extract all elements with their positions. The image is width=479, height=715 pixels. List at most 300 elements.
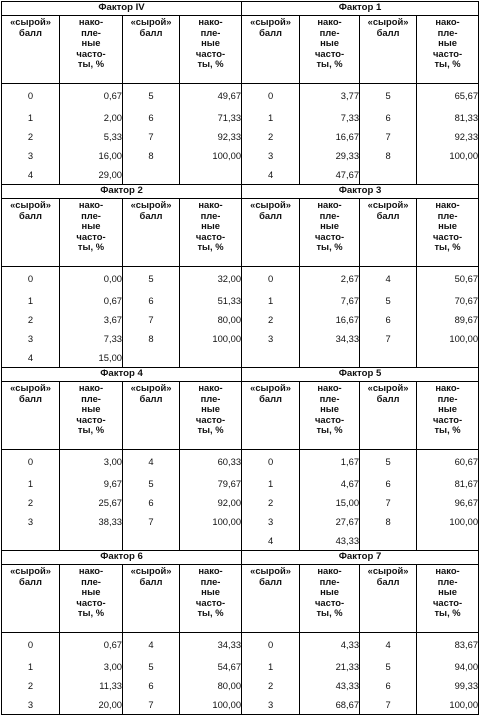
factor-title-row xyxy=(2,368,479,382)
cumulative-percent-cell: 20,00 xyxy=(60,695,123,715)
cumulative-percent-header-line: ные xyxy=(320,37,339,49)
cumulative-percent-header-line: ные xyxy=(81,586,101,598)
cumulative-percent-header-line: пле- xyxy=(319,392,340,404)
raw-score-cell: 5 xyxy=(360,657,417,676)
cumulative-percent-header-line: пле- xyxy=(437,575,458,587)
raw-score-cell: 0 xyxy=(2,84,60,109)
raw-score-cell: 5 xyxy=(360,291,417,310)
cumulative-percent-cell: 100,00 xyxy=(180,695,242,715)
cumulative-percent-cell: 92,33 xyxy=(180,127,242,146)
raw-score-cell: 5 xyxy=(360,84,417,109)
cumulative-percent-cell: 3,77 xyxy=(300,84,360,109)
factor-title: Фактор 7 xyxy=(242,551,479,565)
raw-score-cell: 5 xyxy=(123,657,180,676)
cumulative-percent-cell: 100,00 xyxy=(417,146,479,165)
cumulative-percent-header-line: ные xyxy=(81,220,101,232)
cumulative-percent-cell: 100,00 xyxy=(180,329,242,348)
cumulative-percent-header-line: ты, % xyxy=(316,58,343,70)
table-row xyxy=(2,267,479,292)
cumulative-percent-header-line: ты, % xyxy=(77,241,105,253)
cumulative-percent-header-line: нако- xyxy=(317,16,342,27)
raw-score-header xyxy=(2,199,60,267)
raw-score-cell xyxy=(123,165,180,185)
raw-score-header xyxy=(242,382,300,450)
raw-score-cell: 2 xyxy=(242,493,300,512)
cumulative-percent-header-line: пле- xyxy=(200,575,221,587)
cumulative-percent-cell: 100,00 xyxy=(417,695,479,715)
cumulative-percent-header-line: ты, % xyxy=(434,607,461,619)
cumulative-percent-cell: 47,67 xyxy=(300,165,360,185)
cumulative-percent-cell: 34,33 xyxy=(180,633,242,658)
cumulative-percent-header xyxy=(300,16,360,84)
cumulative-percent-cell: 81,67 xyxy=(417,474,479,493)
cumulative-percent-header xyxy=(180,199,242,267)
raw-score-header-label: «сырой» балл xyxy=(250,565,291,587)
factor-title-row xyxy=(2,2,479,16)
cumulative-percent-cell: 16,67 xyxy=(300,127,360,146)
raw-score-header-label: «сырой» балл xyxy=(10,382,51,404)
cumulative-percent-header-line: ты, % xyxy=(197,424,224,436)
cumulative-percent-cell: 9,67 xyxy=(60,474,123,493)
raw-score-cell: 8 xyxy=(123,329,180,348)
table-row xyxy=(2,84,479,109)
raw-score-header xyxy=(2,16,60,84)
raw-score-cell: 7 xyxy=(360,329,417,348)
cumulative-percent-header-line: ты, % xyxy=(77,607,105,619)
cumulative-percent-header-line: часто- xyxy=(432,413,463,425)
cumulative-percent-header xyxy=(417,199,479,267)
raw-score-header-label: «сырой» балл xyxy=(367,382,409,404)
cumulative-percent-header-line: пле- xyxy=(81,392,101,404)
raw-score-cell: 3 xyxy=(242,512,300,531)
cumulative-percent-header-line: ные xyxy=(320,403,339,415)
cumulative-percent-header-line: пле- xyxy=(319,575,340,587)
cumulative-percent-header xyxy=(180,565,242,633)
raw-score-cell: 6 xyxy=(123,291,180,310)
cumulative-percent-cell: 68,67 xyxy=(300,695,360,715)
cumulative-percent-cell: 1,67 xyxy=(300,450,360,475)
cumulative-percent-cell: 15,00 xyxy=(300,493,360,512)
cumulative-percent-cell: 54,67 xyxy=(180,657,242,676)
raw-score-cell: 7 xyxy=(360,127,417,146)
raw-score-header xyxy=(2,565,60,633)
table-row xyxy=(2,108,479,127)
cumulative-percent-cell: 0,67 xyxy=(60,84,123,109)
raw-score-header-label: «сырой» балл xyxy=(367,16,409,38)
cumulative-percent-cell: 43,33 xyxy=(300,676,360,695)
cumulative-percent-header-line: часто- xyxy=(314,230,345,242)
raw-score-cell: 3 xyxy=(242,146,300,165)
table-row xyxy=(2,657,479,676)
raw-score-cell: 1 xyxy=(242,657,300,676)
cumulative-percent-cell: 71,33 xyxy=(180,108,242,127)
raw-score-cell: 0 xyxy=(2,267,60,292)
raw-score-cell: 8 xyxy=(123,146,180,165)
cumulative-percent-header-line: ные xyxy=(201,220,220,232)
cumulative-percent-header-line: пле- xyxy=(437,26,458,38)
cumulative-percent-header-line: часто- xyxy=(314,413,345,425)
cumulative-percent-cell: 92,33 xyxy=(417,127,479,146)
cumulative-percent-cell: 100,00 xyxy=(417,329,479,348)
cumulative-percent-header-line: ты, % xyxy=(434,58,461,70)
column-header-row xyxy=(2,16,479,84)
cumulative-percent-header-line: нако- xyxy=(198,565,223,576)
raw-score-cell: 0 xyxy=(2,633,60,658)
raw-score-cell: 5 xyxy=(123,84,180,109)
raw-score-cell: 3 xyxy=(2,512,60,531)
raw-score-cell: 4 xyxy=(123,633,180,658)
cumulative-percent-cell: 3,00 xyxy=(60,450,123,475)
raw-score-header-label: «сырой» балл xyxy=(250,382,291,404)
cumulative-percent-header-line: пле- xyxy=(319,26,340,38)
raw-score-cell: 7 xyxy=(123,310,180,329)
cumulative-percent-cell: 83,67 xyxy=(417,633,479,658)
cumulative-percent-header-line: ные xyxy=(81,37,101,49)
cumulative-percent-cell: 15,00 xyxy=(60,348,123,368)
raw-score-header-label: «сырой» балл xyxy=(10,565,51,587)
raw-score-cell: 0 xyxy=(242,84,300,109)
raw-score-cell: 2 xyxy=(242,310,300,329)
raw-score-header xyxy=(360,565,417,633)
factor-title-row xyxy=(2,185,479,199)
raw-score-cell: 3 xyxy=(242,329,300,348)
raw-score-header-label: «сырой» балл xyxy=(10,199,51,221)
cumulative-percent-cell: 7,67 xyxy=(300,291,360,310)
raw-score-cell: 6 xyxy=(360,310,417,329)
cumulative-percent-header-line: часто- xyxy=(314,596,345,608)
cumulative-percent-header-line: часто- xyxy=(195,413,226,425)
raw-score-header xyxy=(242,16,300,84)
cumulative-percent-header xyxy=(300,199,360,267)
cumulative-percent-header-line: часто- xyxy=(314,47,345,59)
cumulative-percent-cell: 29,33 xyxy=(300,146,360,165)
raw-score-header-label: «сырой» балл xyxy=(250,16,291,38)
raw-score-header xyxy=(123,16,180,84)
norms-table xyxy=(1,1,479,715)
cumulative-percent-cell: 21,33 xyxy=(300,657,360,676)
cumulative-percent-header-line: нако- xyxy=(435,16,460,27)
cumulative-percent-cell: 27,67 xyxy=(300,512,360,531)
cumulative-percent-cell: 89,67 xyxy=(417,310,479,329)
raw-score-cell: 3 xyxy=(2,329,60,348)
cumulative-percent-header xyxy=(60,382,123,450)
raw-score-cell: 4 xyxy=(242,165,300,185)
cumulative-percent-header-line: ные xyxy=(320,220,339,232)
raw-score-header xyxy=(123,199,180,267)
cumulative-percent-cell: 100,00 xyxy=(180,146,242,165)
cumulative-percent-header-line: часто- xyxy=(432,230,463,242)
cumulative-percent-cell: 96,67 xyxy=(417,493,479,512)
cumulative-percent-cell: 4,33 xyxy=(300,633,360,658)
cumulative-percent-cell: 43,33 xyxy=(300,531,360,551)
raw-score-cell: 4 xyxy=(360,267,417,292)
raw-score-cell: 3 xyxy=(2,695,60,715)
raw-score-cell: 6 xyxy=(123,108,180,127)
cumulative-percent-header-line: нако- xyxy=(435,382,460,393)
raw-score-header-label: «сырой» балл xyxy=(367,199,409,221)
raw-score-cell: 1 xyxy=(242,108,300,127)
raw-score-cell: 5 xyxy=(123,474,180,493)
cumulative-percent-header-line: ные xyxy=(438,37,457,49)
factor-title: Фактор 1 xyxy=(242,2,479,16)
raw-score-header xyxy=(360,16,417,84)
cumulative-percent-header xyxy=(417,16,479,84)
table-row xyxy=(2,329,479,348)
cumulative-percent-header-line: нако- xyxy=(435,565,460,576)
cumulative-percent-cell xyxy=(60,531,123,551)
raw-score-cell xyxy=(360,348,417,368)
raw-score-header-label: «сырой» балл xyxy=(130,565,172,587)
raw-score-cell: 8 xyxy=(360,146,417,165)
raw-score-header xyxy=(360,199,417,267)
cumulative-percent-header-line: ты, % xyxy=(197,241,224,253)
raw-score-cell: 2 xyxy=(242,676,300,695)
raw-score-cell xyxy=(123,348,180,368)
raw-score-cell: 1 xyxy=(2,657,60,676)
raw-score-header-label: «сырой» балл xyxy=(250,199,291,221)
raw-score-header xyxy=(2,382,60,450)
raw-score-cell: 0 xyxy=(242,267,300,292)
cumulative-percent-header xyxy=(417,565,479,633)
cumulative-percent-header-line: ты, % xyxy=(434,424,461,436)
cumulative-percent-cell: 81,33 xyxy=(417,108,479,127)
cumulative-percent-cell: 99,33 xyxy=(417,676,479,695)
table-row xyxy=(2,310,479,329)
cumulative-percent-header-line: часто- xyxy=(432,47,463,59)
cumulative-percent-header-line: пле- xyxy=(81,26,101,38)
raw-score-cell: 7 xyxy=(123,512,180,531)
raw-score-cell: 2 xyxy=(2,127,60,146)
cumulative-percent-cell: 29,00 xyxy=(60,165,123,185)
raw-score-cell: 1 xyxy=(2,108,60,127)
cumulative-percent-cell: 38,33 xyxy=(60,512,123,531)
raw-score-cell: 7 xyxy=(123,127,180,146)
cumulative-percent-header-line: пле- xyxy=(200,392,221,404)
cumulative-percent-header-line: ты, % xyxy=(316,607,343,619)
cumulative-percent-header-line: ты, % xyxy=(316,424,343,436)
raw-score-cell: 6 xyxy=(123,493,180,512)
raw-score-cell: 0 xyxy=(242,450,300,475)
cumulative-percent-header-line: часто- xyxy=(76,47,106,59)
cumulative-percent-header-line: ты, % xyxy=(77,424,105,436)
cumulative-percent-cell: 50,67 xyxy=(417,267,479,292)
cumulative-percent-header-line: ные xyxy=(320,586,339,598)
column-header-row xyxy=(2,382,479,450)
cumulative-percent-header-line: нако- xyxy=(78,16,104,27)
table-row xyxy=(2,348,479,368)
table-row xyxy=(2,450,479,475)
cumulative-percent-header-line: пле- xyxy=(319,209,340,221)
cumulative-percent-cell: 70,67 xyxy=(417,291,479,310)
cumulative-percent-header-line: ные xyxy=(201,37,220,49)
cumulative-percent-cell xyxy=(180,531,242,551)
cumulative-percent-header-line: ные xyxy=(438,586,457,598)
raw-score-cell: 2 xyxy=(2,310,60,329)
raw-score-cell: 1 xyxy=(2,474,60,493)
cumulative-percent-cell: 25,67 xyxy=(60,493,123,512)
column-header-row xyxy=(2,199,479,267)
cumulative-percent-header xyxy=(300,382,360,450)
raw-score-cell: 2 xyxy=(242,127,300,146)
cumulative-percent-header-line: часто- xyxy=(195,230,226,242)
raw-score-cell: 7 xyxy=(360,695,417,715)
cumulative-percent-header-line: часто- xyxy=(432,596,463,608)
factor-title: Фактор 6 xyxy=(2,551,242,565)
raw-score-cell: 6 xyxy=(123,676,180,695)
cumulative-percent-header-line: пле- xyxy=(200,26,221,38)
cumulative-percent-header-line: ные xyxy=(201,403,220,415)
table-row xyxy=(2,676,479,695)
table-row xyxy=(2,493,479,512)
cumulative-percent-cell xyxy=(300,348,360,368)
cumulative-percent-cell: 92,00 xyxy=(180,493,242,512)
cumulative-percent-header xyxy=(60,565,123,633)
cumulative-percent-cell: 3,00 xyxy=(60,657,123,676)
cumulative-percent-header-line: ные xyxy=(438,220,457,232)
cumulative-percent-cell: 0,00 xyxy=(60,267,123,292)
factor-title: Фактор IV xyxy=(2,2,242,16)
cumulative-percent-cell: 49,67 xyxy=(180,84,242,109)
cumulative-percent-cell: 100,00 xyxy=(417,512,479,531)
cumulative-percent-cell: 2,67 xyxy=(300,267,360,292)
raw-score-cell: 0 xyxy=(242,633,300,658)
cumulative-percent-cell: 16,00 xyxy=(60,146,123,165)
cumulative-percent-cell: 60,67 xyxy=(417,450,479,475)
cumulative-percent-header-line: нако- xyxy=(198,16,223,27)
cumulative-percent-header-line: ные xyxy=(438,403,457,415)
cumulative-percent-cell xyxy=(417,531,479,551)
cumulative-percent-header-line: нако- xyxy=(78,565,104,576)
column-header-row xyxy=(2,565,479,633)
factor-title: Фактор 3 xyxy=(242,185,479,199)
table-row xyxy=(2,531,479,551)
cumulative-percent-cell: 3,67 xyxy=(60,310,123,329)
cumulative-percent-header-line: часто- xyxy=(195,596,226,608)
raw-score-cell: 1 xyxy=(242,291,300,310)
raw-score-header-label: «сырой» балл xyxy=(10,16,51,38)
cumulative-percent-header-line: нако- xyxy=(317,199,342,210)
raw-score-cell: 3 xyxy=(2,146,60,165)
raw-score-header xyxy=(123,565,180,633)
cumulative-percent-header-line: нако- xyxy=(435,199,460,210)
cumulative-percent-cell xyxy=(417,165,479,185)
cumulative-percent-header-line: пле- xyxy=(437,209,458,221)
cumulative-percent-cell: 32,00 xyxy=(180,267,242,292)
table-row xyxy=(2,695,479,715)
cumulative-percent-header-line: нако- xyxy=(198,382,223,393)
cumulative-percent-header-line: часто- xyxy=(195,47,226,59)
table-row xyxy=(2,633,479,658)
cumulative-percent-cell xyxy=(417,348,479,368)
cumulative-percent-header-line: ты, % xyxy=(434,241,461,253)
cumulative-percent-header-line: ные xyxy=(201,586,220,598)
raw-score-cell xyxy=(2,531,60,551)
cumulative-percent-cell: 51,33 xyxy=(180,291,242,310)
cumulative-percent-cell: 7,33 xyxy=(60,329,123,348)
cumulative-percent-cell: 0,67 xyxy=(60,291,123,310)
raw-score-cell: 1 xyxy=(242,474,300,493)
cumulative-percent-header-line: ные xyxy=(81,403,101,415)
raw-score-cell xyxy=(360,165,417,185)
cumulative-percent-header-line: нако- xyxy=(317,382,342,393)
factor-title: Фактор 4 xyxy=(2,368,242,382)
raw-score-header-label: «сырой» балл xyxy=(130,199,172,221)
raw-score-cell: 4 xyxy=(242,531,300,551)
raw-score-header xyxy=(242,565,300,633)
table-row xyxy=(2,291,479,310)
raw-score-header-label: «сырой» балл xyxy=(130,382,172,404)
table-row xyxy=(2,146,479,165)
cumulative-percent-cell: 5,33 xyxy=(60,127,123,146)
raw-score-cell: 4 xyxy=(360,633,417,658)
cumulative-percent-header xyxy=(180,382,242,450)
cumulative-percent-header-line: ты, % xyxy=(197,607,224,619)
cumulative-percent-header-line: ты, % xyxy=(197,58,224,70)
factor-title-row xyxy=(2,551,479,565)
raw-score-header-label: «сырой» балл xyxy=(367,565,409,587)
cumulative-percent-header-line: часто- xyxy=(76,413,106,425)
cumulative-percent-header-line: пле- xyxy=(81,575,101,587)
cumulative-percent-header xyxy=(180,16,242,84)
raw-score-header-label: «сырой» балл xyxy=(130,16,172,38)
cumulative-percent-cell: 2,00 xyxy=(60,108,123,127)
raw-score-cell: 6 xyxy=(360,474,417,493)
cumulative-percent-header-line: нако- xyxy=(78,382,104,393)
raw-score-cell xyxy=(242,348,300,368)
raw-score-cell: 2 xyxy=(2,676,60,695)
cumulative-percent-header xyxy=(60,199,123,267)
cumulative-percent-cell xyxy=(180,348,242,368)
cumulative-percent-header-line: ты, % xyxy=(316,241,343,253)
raw-score-cell: 2 xyxy=(2,493,60,512)
raw-score-cell: 6 xyxy=(360,108,417,127)
raw-score-cell: 7 xyxy=(360,493,417,512)
raw-score-cell: 7 xyxy=(123,695,180,715)
cumulative-percent-header-line: ты, % xyxy=(77,58,105,70)
raw-score-cell: 0 xyxy=(2,450,60,475)
raw-score-cell: 5 xyxy=(360,450,417,475)
raw-score-cell: 8 xyxy=(360,512,417,531)
raw-score-header xyxy=(242,199,300,267)
raw-score-cell: 4 xyxy=(2,348,60,368)
factor-title: Фактор 2 xyxy=(2,185,242,199)
cumulative-percent-cell: 60,33 xyxy=(180,450,242,475)
cumulative-percent-header-line: нако- xyxy=(317,565,342,576)
raw-score-cell: 4 xyxy=(2,165,60,185)
cumulative-percent-cell: 65,67 xyxy=(417,84,479,109)
table-row xyxy=(2,474,479,493)
cumulative-percent-cell: 34,33 xyxy=(300,329,360,348)
raw-score-cell: 4 xyxy=(123,450,180,475)
raw-score-cell xyxy=(360,531,417,551)
cumulative-percent-cell: 4,67 xyxy=(300,474,360,493)
cumulative-percent-cell: 80,00 xyxy=(180,310,242,329)
cumulative-percent-cell: 100,00 xyxy=(180,512,242,531)
table-row xyxy=(2,512,479,531)
raw-score-cell: 5 xyxy=(123,267,180,292)
raw-score-cell: 1 xyxy=(2,291,60,310)
cumulative-percent-header-line: пле- xyxy=(437,392,458,404)
cumulative-percent-cell: 0,67 xyxy=(60,633,123,658)
raw-score-cell xyxy=(123,531,180,551)
cumulative-percent-cell: 7,33 xyxy=(300,108,360,127)
cumulative-percent-cell: 94,00 xyxy=(417,657,479,676)
raw-score-header xyxy=(360,382,417,450)
cumulative-percent-header-line: нако- xyxy=(78,199,104,210)
cumulative-percent-header-line: часто- xyxy=(76,596,106,608)
table-row xyxy=(2,127,479,146)
cumulative-percent-cell: 11,33 xyxy=(60,676,123,695)
